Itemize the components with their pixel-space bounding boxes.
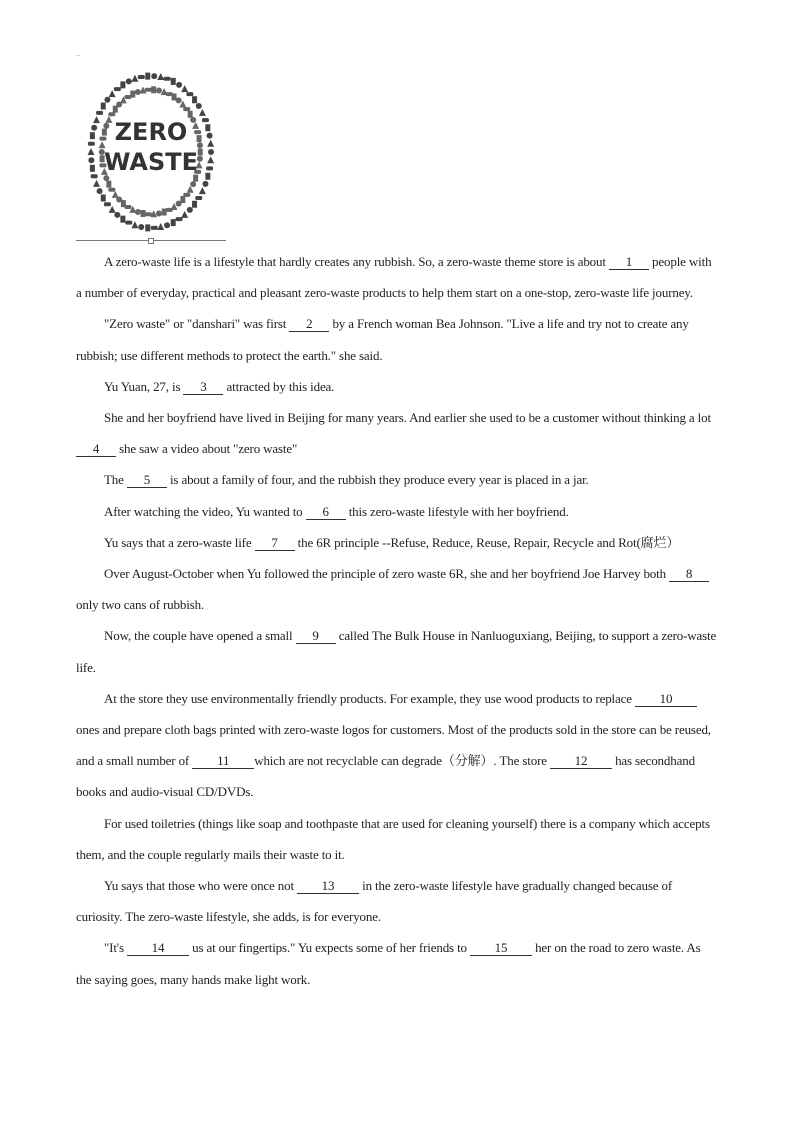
- blank-5[interactable]: 5: [127, 472, 167, 488]
- text-segment: people with a number of everyday, practical and pleasant zero-waste products to help them start on a one-stop, zero-waste life journey.: [76, 254, 712, 301]
- ring-item-icon: [190, 181, 196, 187]
- ring-item-icon: [103, 175, 109, 181]
- ring-item-icon: [145, 88, 152, 92]
- ring-item-icon: [112, 191, 119, 198]
- text-segment: which are not recyclable can degrade（分解）. The store: [254, 753, 550, 769]
- text-segment: Yu says that those who were once not: [104, 878, 298, 894]
- text-segment: At the store they use environmentally friendly products. For example, they use wood products to replace: [104, 690, 635, 706]
- text-segment: She and her boyfriend have lived in Beijing for many years. And earlier she used to be a customer without thinking a lot: [104, 410, 711, 426]
- ring-item-icon: [108, 188, 115, 192]
- ring-item-icon: [130, 91, 135, 98]
- ring-item-icon: [106, 181, 111, 188]
- text-segment: called The Bulk House in Nanluoguxiang, Beijing, to support a zero-waste life.: [76, 628, 717, 675]
- text-segment: "It's: [104, 940, 127, 956]
- ring-item-icon: [164, 222, 170, 228]
- ring-item-icon: [141, 210, 146, 217]
- ring-item-icon: [104, 97, 110, 103]
- ring-item-icon: [88, 157, 94, 163]
- ring-item-icon: [205, 124, 210, 131]
- ring-item-icon: [190, 117, 196, 123]
- blank-9[interactable]: 9: [296, 628, 336, 644]
- ring-item-icon: [183, 107, 190, 111]
- blank-10[interactable]: 10: [635, 691, 697, 707]
- logo-line1: ZERO: [114, 118, 188, 146]
- text-segment: this zero-waste lifestyle with her boyfriend.: [345, 503, 569, 519]
- blank-15[interactable]: 15: [470, 940, 532, 956]
- ring-item-icon: [186, 92, 193, 96]
- ring-item-icon: [197, 135, 202, 142]
- ring-item-icon: [103, 123, 109, 129]
- blank-4[interactable]: 4: [76, 441, 116, 457]
- paragraph: [76, 464, 718, 495]
- text-segment: ones and prepare cloth bags printed with zero-waste logos for customers. Most of the products sold in the store can be reused, and a small number of: [76, 722, 711, 769]
- text-segment: For used toiletries (things like soap and toothpaste that are used for cleaning yourself) there is a company which accepts them, and the couple regularly mails their waste to it.: [76, 815, 710, 862]
- header-mark: ··: [76, 52, 81, 60]
- ring-item-icon: [145, 73, 150, 80]
- ring-item-icon: [192, 96, 197, 103]
- ring-item-icon: [207, 133, 213, 139]
- ring-item-icon: [109, 206, 116, 213]
- ring-item-icon: [101, 103, 106, 110]
- ring-item-icon: [138, 75, 145, 79]
- ring-item-icon: [108, 112, 115, 116]
- text-segment: her on the road to zero waste. As the saying goes, many hands make light work.: [76, 940, 701, 987]
- ring-item-icon: [176, 217, 183, 221]
- blank-1[interactable]: 1: [609, 254, 649, 270]
- ring-item-icon: [93, 180, 100, 187]
- ring-item-icon: [88, 148, 95, 155]
- ring-item-icon: [194, 130, 201, 134]
- text-segment: Over August-October when Yu followed the principle of zero waste 6R, she and her boyfriend Joe Harvey both: [104, 566, 670, 582]
- ring-item-icon: [207, 140, 214, 147]
- ring-item-icon: [145, 224, 150, 231]
- ring-item-icon: [109, 90, 116, 97]
- ring-item-icon: [125, 221, 132, 225]
- ring-item-icon: [131, 221, 138, 228]
- ring-item-icon: [208, 149, 214, 155]
- ring-item-icon: [126, 78, 132, 84]
- ring-item-icon: [187, 207, 193, 213]
- ring-item-icon: [164, 77, 171, 81]
- ring-item-icon: [181, 85, 188, 92]
- logo-underline: [76, 240, 226, 241]
- ring-item-icon: [176, 82, 182, 88]
- text-segment: in the zero-waste lifestyle have gradually changed because of curiosity. The zero-waste lifestyle, she adds, is for everyone.: [76, 878, 673, 925]
- ring-item-icon: [151, 226, 158, 230]
- paragraph: [76, 308, 718, 370]
- text-segment: only two cans of rubbish.: [76, 597, 205, 613]
- text-segment: The: [104, 472, 127, 488]
- blank-13[interactable]: 13: [297, 878, 359, 894]
- ring-item-icon: [145, 212, 152, 216]
- ring-item-icon: [91, 174, 98, 178]
- text-segment: has secondhand books and audio-visual CD/DVDs.: [76, 753, 695, 800]
- ring-item-icon: [120, 216, 125, 223]
- paragraph: [76, 496, 718, 527]
- ring-item-icon: [97, 188, 103, 194]
- text-segment: by a French woman Bea Johnson. "Live a life and try not to create any rubbish; use different methods to protect the earth." she said.: [76, 316, 689, 363]
- ring-item-icon: [166, 208, 173, 212]
- paragraph: [76, 683, 718, 808]
- blank-14[interactable]: 14: [127, 940, 189, 956]
- text-segment: Yu says that a zero-waste life: [104, 534, 255, 550]
- blank-2[interactable]: 2: [289, 316, 329, 332]
- ring-item-icon: [192, 122, 199, 129]
- ring-item-icon: [176, 201, 182, 207]
- ring-item-icon: [102, 129, 107, 136]
- text-segment: Now, the couple have opened a small: [104, 628, 296, 644]
- ring-item-icon: [199, 187, 206, 194]
- ring-item-icon: [171, 78, 176, 85]
- text-segment: the 6R principle --Refuse, Reduce, Reuse, Repair, Recycle and Rot(腐烂）: [294, 534, 680, 550]
- text-segment: "Zero waste" or "danshari" was first: [104, 316, 290, 332]
- article-body: [76, 246, 718, 995]
- ring-item-icon: [199, 109, 206, 116]
- paragraph: [76, 558, 718, 620]
- zero-waste-logo: [76, 60, 226, 242]
- text-segment: us at our fingertips." Yu expects some of her friends to: [189, 940, 470, 956]
- ring-item-icon: [90, 165, 95, 172]
- ring-item-icon: [113, 106, 118, 113]
- ring-item-icon: [196, 103, 202, 109]
- ring-item-icon: [151, 86, 156, 93]
- paragraph: [76, 808, 718, 870]
- ring-item-icon: [138, 224, 144, 230]
- paragraph: [76, 620, 718, 682]
- ring-item-icon: [91, 125, 97, 131]
- ring-item-icon: [205, 173, 210, 180]
- blank-11[interactable]: 11: [192, 753, 254, 769]
- paragraph: [76, 246, 718, 308]
- text-segment: is about a family of four, and the rubbish they produce every year is placed in a jar.: [166, 472, 589, 488]
- ring-item-icon: [192, 201, 197, 208]
- ring-item-icon: [207, 156, 214, 163]
- blank-7[interactable]: 7: [255, 535, 295, 551]
- ring-item-icon: [105, 116, 112, 123]
- blank-6[interactable]: 6: [306, 504, 346, 520]
- blank-8[interactable]: 8: [669, 566, 709, 582]
- ring-item-icon: [120, 81, 125, 88]
- ring-item-icon: [206, 166, 213, 170]
- ring-item-icon: [93, 116, 100, 123]
- blank-3[interactable]: 3: [183, 379, 223, 395]
- ring-item-icon: [156, 210, 162, 216]
- text-segment: After watching the video, Yu wanted to: [104, 503, 306, 519]
- ring-item-icon: [157, 223, 164, 230]
- ring-item-icon: [171, 219, 176, 226]
- text-segment: attracted by this idea.: [223, 378, 335, 394]
- ring-item-icon: [90, 132, 95, 139]
- ring-item-icon: [188, 111, 193, 118]
- ring-item-icon: [176, 97, 182, 103]
- ring-item-icon: [156, 88, 162, 94]
- ring-item-icon: [162, 209, 167, 216]
- text-segment: Yu Yuan, 27, is: [104, 378, 184, 394]
- ring-item-icon: [181, 211, 188, 218]
- ring-item-icon: [202, 181, 208, 187]
- ring-item-icon: [135, 89, 141, 95]
- ring-item-icon: [99, 137, 106, 141]
- ring-item-icon: [195, 196, 202, 200]
- ring-item-icon: [151, 73, 157, 79]
- ring-item-icon: [131, 75, 138, 82]
- paragraph: [76, 932, 718, 994]
- paragraph: [76, 527, 718, 558]
- ring-item-icon: [96, 111, 103, 115]
- paragraph: [76, 371, 718, 402]
- ring-item-icon: [104, 202, 111, 206]
- ring-item-icon: [157, 73, 164, 80]
- paragraph: [76, 402, 718, 464]
- text-segment: she saw a video about "zero waste": [116, 441, 298, 457]
- ring-item-icon: [114, 87, 121, 91]
- logo-line2: WASTE: [103, 148, 199, 176]
- ring-item-icon: [88, 142, 95, 146]
- paragraph: [76, 870, 718, 932]
- ring-item-icon: [198, 149, 203, 156]
- blank-12[interactable]: 12: [550, 753, 612, 769]
- text-segment: A zero-waste life is a lifestyle that hardly creates any rubbish. So, a zero-waste theme store is about: [104, 254, 609, 269]
- ring-item-icon: [101, 194, 106, 201]
- ring-item-icon: [202, 118, 209, 122]
